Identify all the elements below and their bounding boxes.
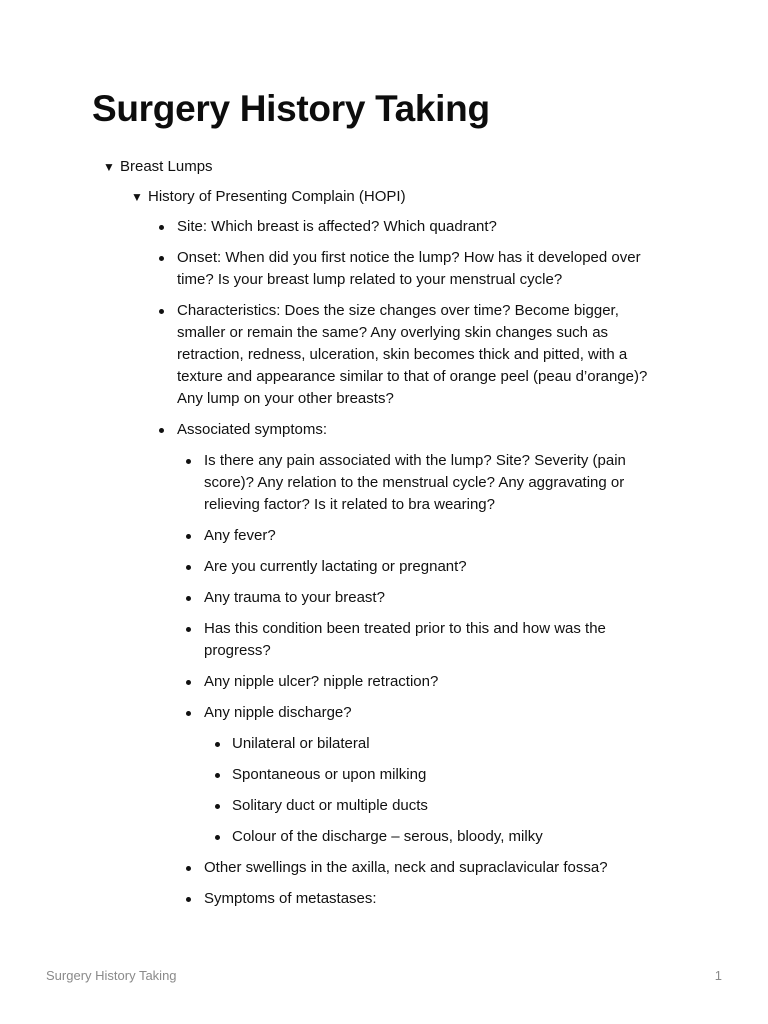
list-item [204,857,674,879]
bullet-icon [159,309,164,314]
list-item-text: Has this condition been treated prior to this and how was the progress? [204,620,606,659]
bullet-icon [186,565,191,570]
footer-doc-title: Surgery History Taking [46,968,177,983]
list-item-text: Site: Which breast is affected? Which quadrant? [177,218,497,235]
toggle-label: History of Presenting Complain (HOPI) [148,188,406,205]
list-item-text: Is there any pain associated with the lump? Site? Severity (pain score)? Any relation to the menstrual cycle? Any aggravating or relieving factor? Is it related to bra wearing? [204,452,626,513]
nipple-discharge-list [232,733,672,848]
list-item-text: Characteristics: Does the size changes over time? Become bigger, smaller or remain the same? Any overlying skin changes such as retraction, redness, ulceration, skin becomes thick and pitted, with a texture and appearance similar to that of orange peel (peau d’orange)? Any lump on your other breasts? [177,302,648,407]
toggle-hopi[interactable] [131,186,688,208]
list-item [204,671,674,693]
list-item-text: Unilateral or bilateral [232,735,370,752]
bullet-icon [186,459,191,464]
list-item [204,888,674,910]
list-item [204,618,674,662]
list-item-text: Any nipple ulcer? nipple retraction? [204,673,439,690]
list-item-characteristics [177,300,669,410]
list-item-text: Spontaneous or upon milking [232,766,427,783]
toggle-breast-lumps[interactable] [103,156,680,178]
bullet-icon [159,256,164,261]
bullet-icon [215,773,220,778]
bullet-icon [186,866,191,871]
bullet-icon [215,804,220,809]
list-item-text: Any fever? [204,527,276,544]
list-item [232,764,672,786]
list-item-text: Symptoms of metastases: [204,890,377,907]
list-item [232,733,672,755]
bullet-icon [186,680,191,685]
page-title: Surgery History Taking [92,88,490,129]
list-item-text: Any nipple discharge? [204,704,352,721]
list-item-text: Onset: When did you first notice the lump? How has it developed over time? Is your breast lump related to your menstrual cycle? [177,249,641,288]
list-item [232,826,672,848]
list-item-associated-symptoms [177,419,669,910]
list-item-text: Any trauma to your breast? [204,589,385,606]
bullet-icon [159,428,164,433]
list-item [232,795,672,817]
bullet-icon [215,835,220,840]
bullet-icon [186,627,191,632]
list-item-text: Associated symptoms: [177,421,328,438]
associated-symptoms-list [204,450,674,910]
list-item [204,450,674,516]
bullet-icon [215,742,220,747]
bullet-icon [186,596,191,601]
list-item [204,525,674,547]
list-item-site [177,216,669,238]
list-item-onset [177,247,669,291]
bullet-icon [186,897,191,902]
list-item-text: Are you currently lactating or pregnant? [204,558,467,575]
document-content [0,156,768,919]
toggle-label: Breast Lumps [120,158,213,175]
list-item [204,587,674,609]
list-item [204,556,674,578]
bullet-icon [186,534,191,539]
hopi-list [177,216,669,910]
list-item-text: Colour of the discharge – serous, bloody, milky [232,828,543,845]
bullet-icon [159,225,164,230]
list-item-text: Other swellings in the axilla, neck and supraclavicular fossa? [204,859,608,876]
bullet-icon [186,711,191,716]
toggle-triangle-icon[interactable]: ▼ [103,160,115,174]
list-item-text: Solitary duct or multiple ducts [232,797,428,814]
footer-page-number: 1 [714,968,722,983]
list-item-nipple-discharge [204,702,674,848]
toggle-triangle-icon[interactable]: ▼ [131,190,143,204]
